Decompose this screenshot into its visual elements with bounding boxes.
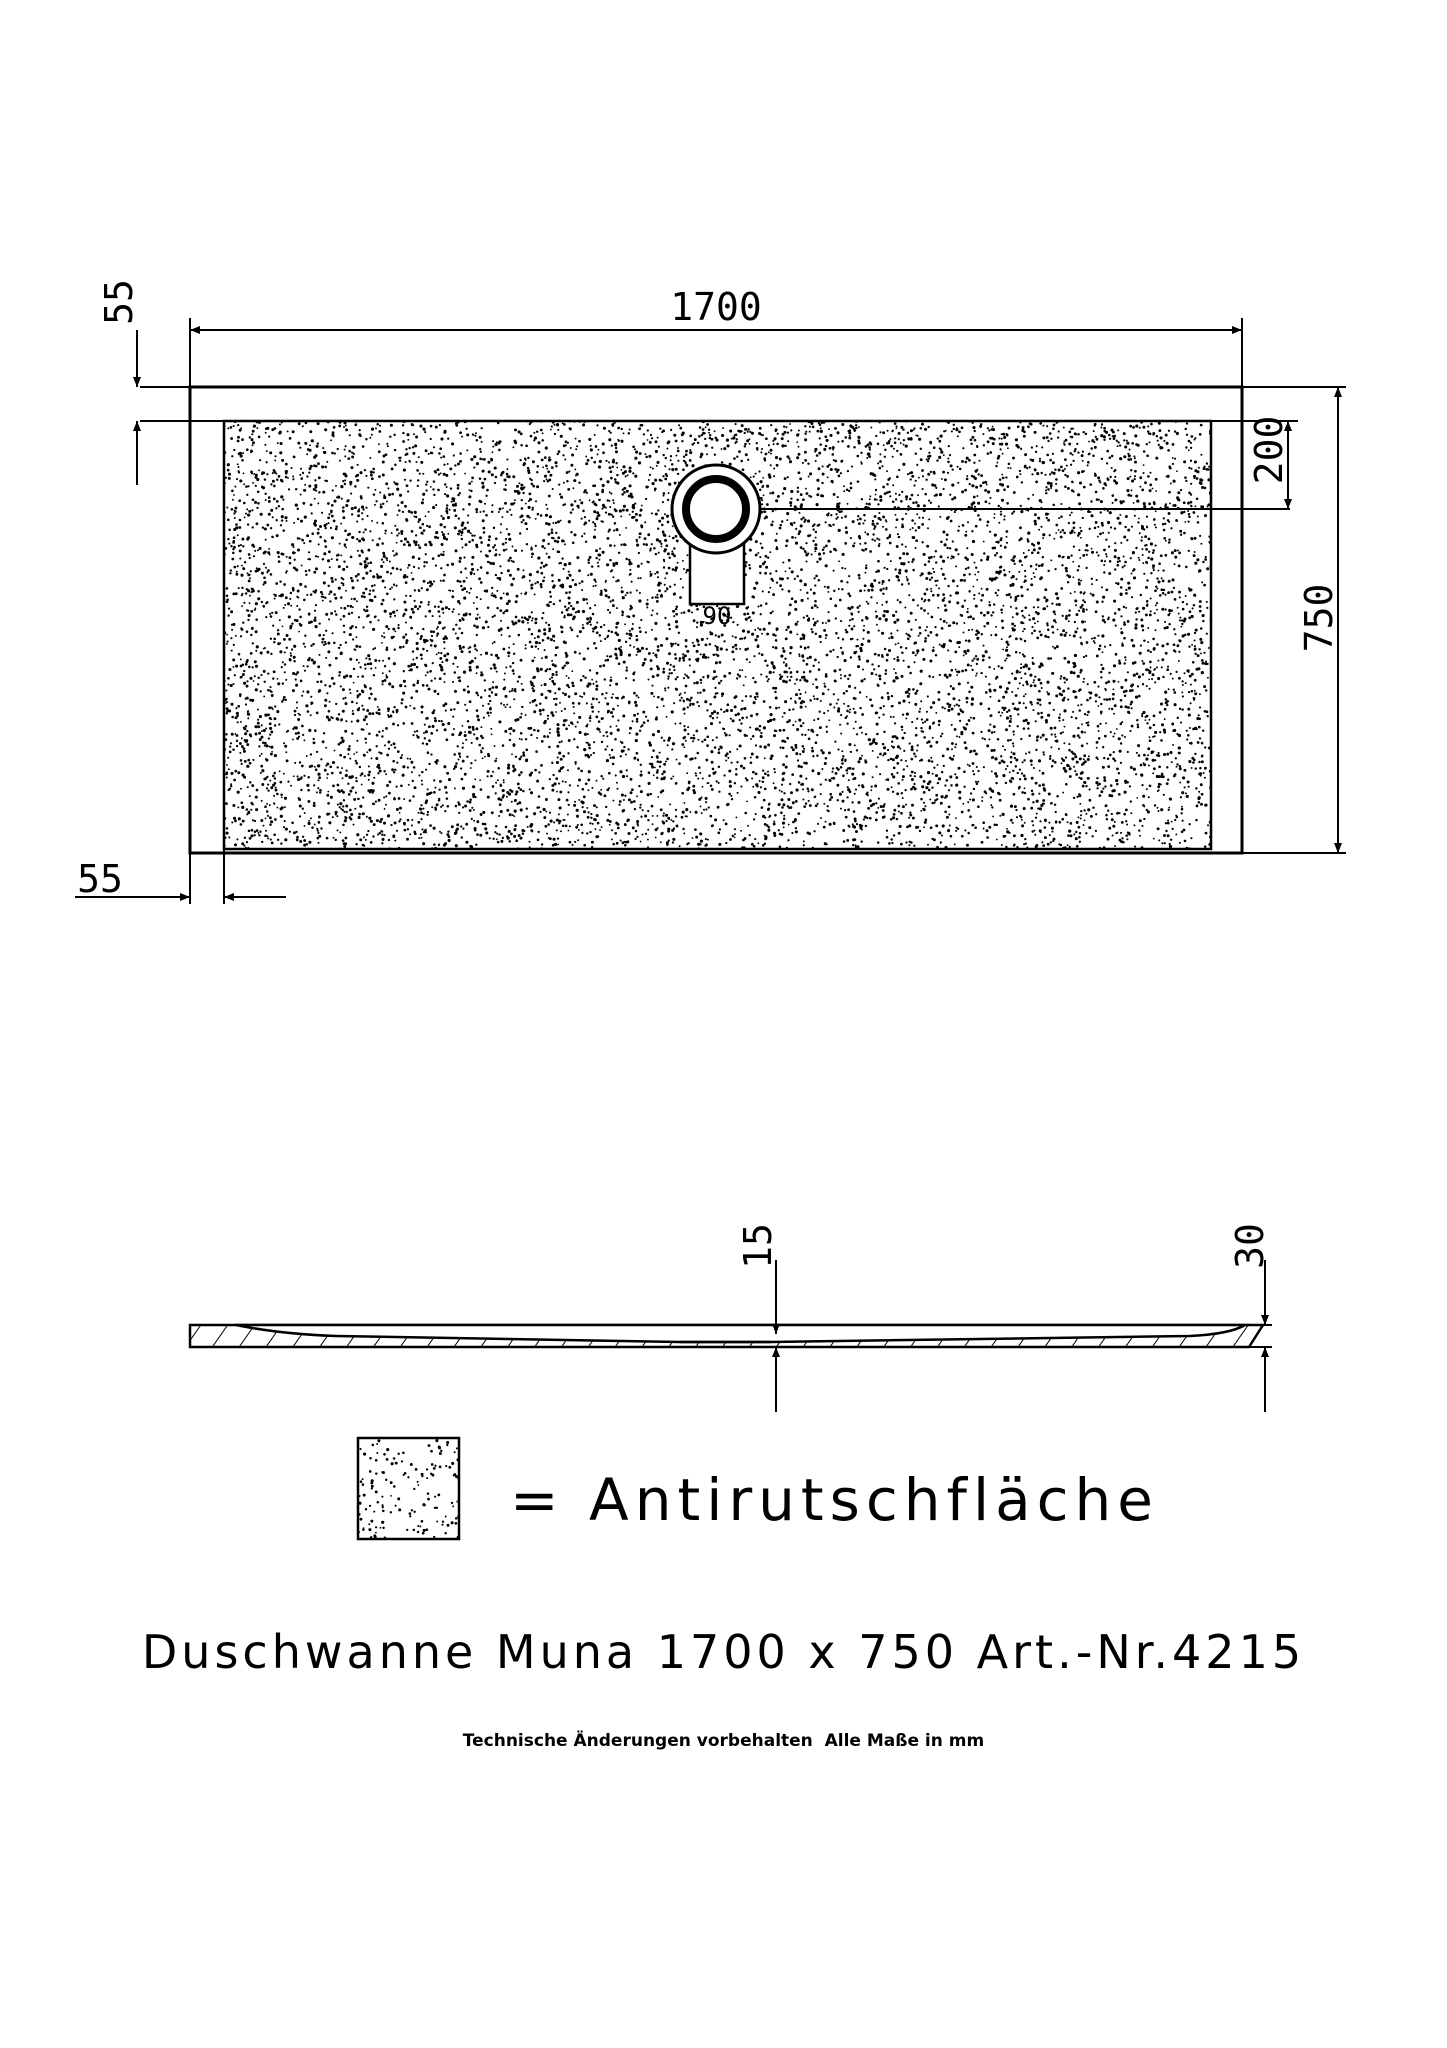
dim-drain-diameter: 90 (702, 602, 732, 630)
dim-overall-length: 1700 (670, 285, 762, 329)
plan-view (190, 387, 1290, 853)
dim-floor-thickness: 15 (736, 1223, 780, 1269)
legend-label: = Antirutschfläche (510, 1466, 1159, 1534)
dim-drain-offset: 200 (1247, 415, 1291, 485)
dim-rim-left: 55 (77, 857, 123, 901)
dim-rim-height: 30 (1228, 1223, 1272, 1269)
drawing-note: Technische Änderungen vorbehalten Alle Maße in mm (462, 1731, 985, 1751)
drawing-title: Duschwanne Muna 1700 x 750 Art.-Nr.4215 (141, 1625, 1306, 1679)
legend-swatch (358, 1438, 460, 1539)
drain-inner-ring (686, 479, 746, 539)
section-dimension-labels (736, 1223, 1272, 1269)
section-view (190, 1325, 1263, 1347)
dim-overall-width: 750 (1297, 583, 1341, 653)
dim-rim-top: 55 (97, 279, 141, 325)
